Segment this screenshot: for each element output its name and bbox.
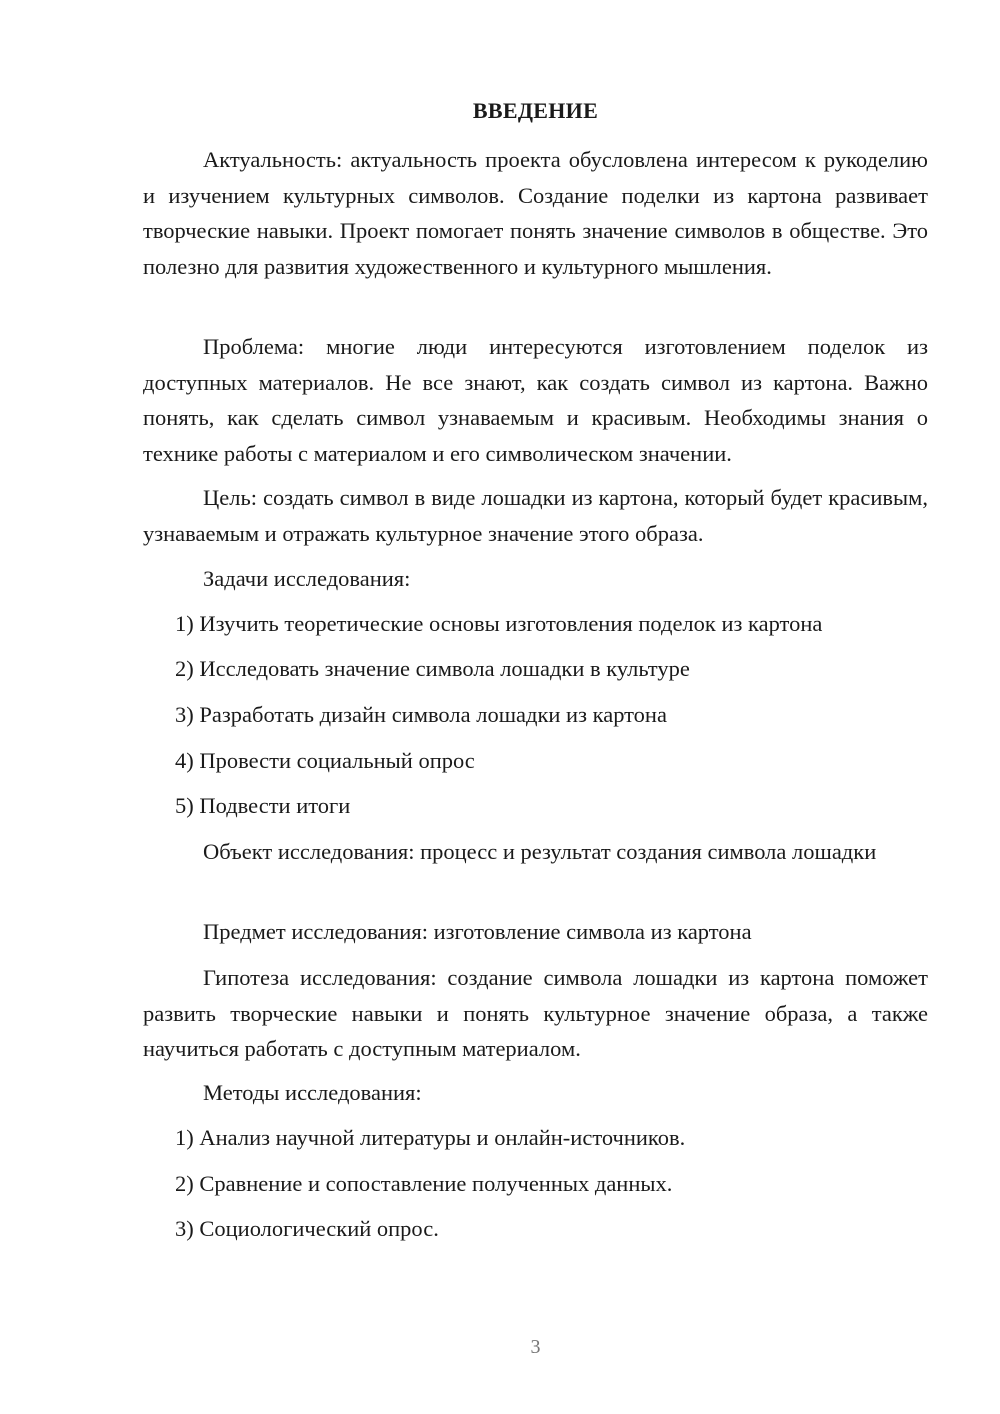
section-title: ВВЕДЕНИЕ bbox=[472, 98, 599, 123]
method-item: 2) Сравнение и сопоставление полученных данных. bbox=[175, 1171, 673, 1196]
document-page bbox=[143, 0, 928, 1414]
method-item: 3) Социологический опрос. bbox=[175, 1216, 439, 1241]
methods-heading: Методы исследования: bbox=[203, 1080, 422, 1105]
task-item: 4) Провести социальный опрос bbox=[175, 748, 475, 773]
method-item: 1) Анализ научной литературы и онлайн-источников. bbox=[175, 1125, 686, 1150]
problem-paragraph: Проблема: многие люди интересуются изготовлением поделок из доступных материалов. Не все знают, как создать символ из картона. Важно понять, как сделать символ узнаваемым и красивым. Необходимы знания о технике работы с материалом и его символическом значении. bbox=[143, 334, 928, 466]
task-item: 1) Изучить теоретические основы изготовления поделок из картона bbox=[175, 611, 823, 636]
tasks-heading: Задачи исследования: bbox=[203, 566, 411, 591]
task-item: 2) Исследовать значение символа лошадки в культуре bbox=[175, 656, 690, 681]
subject-paragraph: Предмет исследования: изготовление символа из картона bbox=[203, 919, 752, 944]
task-item: 3) Разработать дизайн символа лошадки из картона bbox=[175, 702, 667, 727]
task-item: 5) Подвести итоги bbox=[175, 793, 351, 818]
page-number: 3 bbox=[530, 1336, 541, 1358]
object-paragraph: Объект исследования: процесс и результат создания символа лошадки bbox=[203, 839, 877, 864]
relevance-paragraph: Актуальность: актуальность проекта обусловлена интересом к рукоделию и изучением культурных символов. Создание поделки из картона развивает творческие навыки. Проект помогает понять значение символов в обществе. Это полезно для развития художественного и культурного мышления. bbox=[143, 147, 928, 279]
goal-paragraph: Цель: создать символ в виде лошадки из картона, который будет красивым, узнаваемым и отражать культурное значение этого образа. bbox=[143, 485, 928, 546]
hypothesis-paragraph: Гипотеза исследования: создание символа лошадки из картона поможет развить творческие навыки и понять культурное значение образа, а также научиться работать с доступным материалом. bbox=[143, 965, 928, 1062]
